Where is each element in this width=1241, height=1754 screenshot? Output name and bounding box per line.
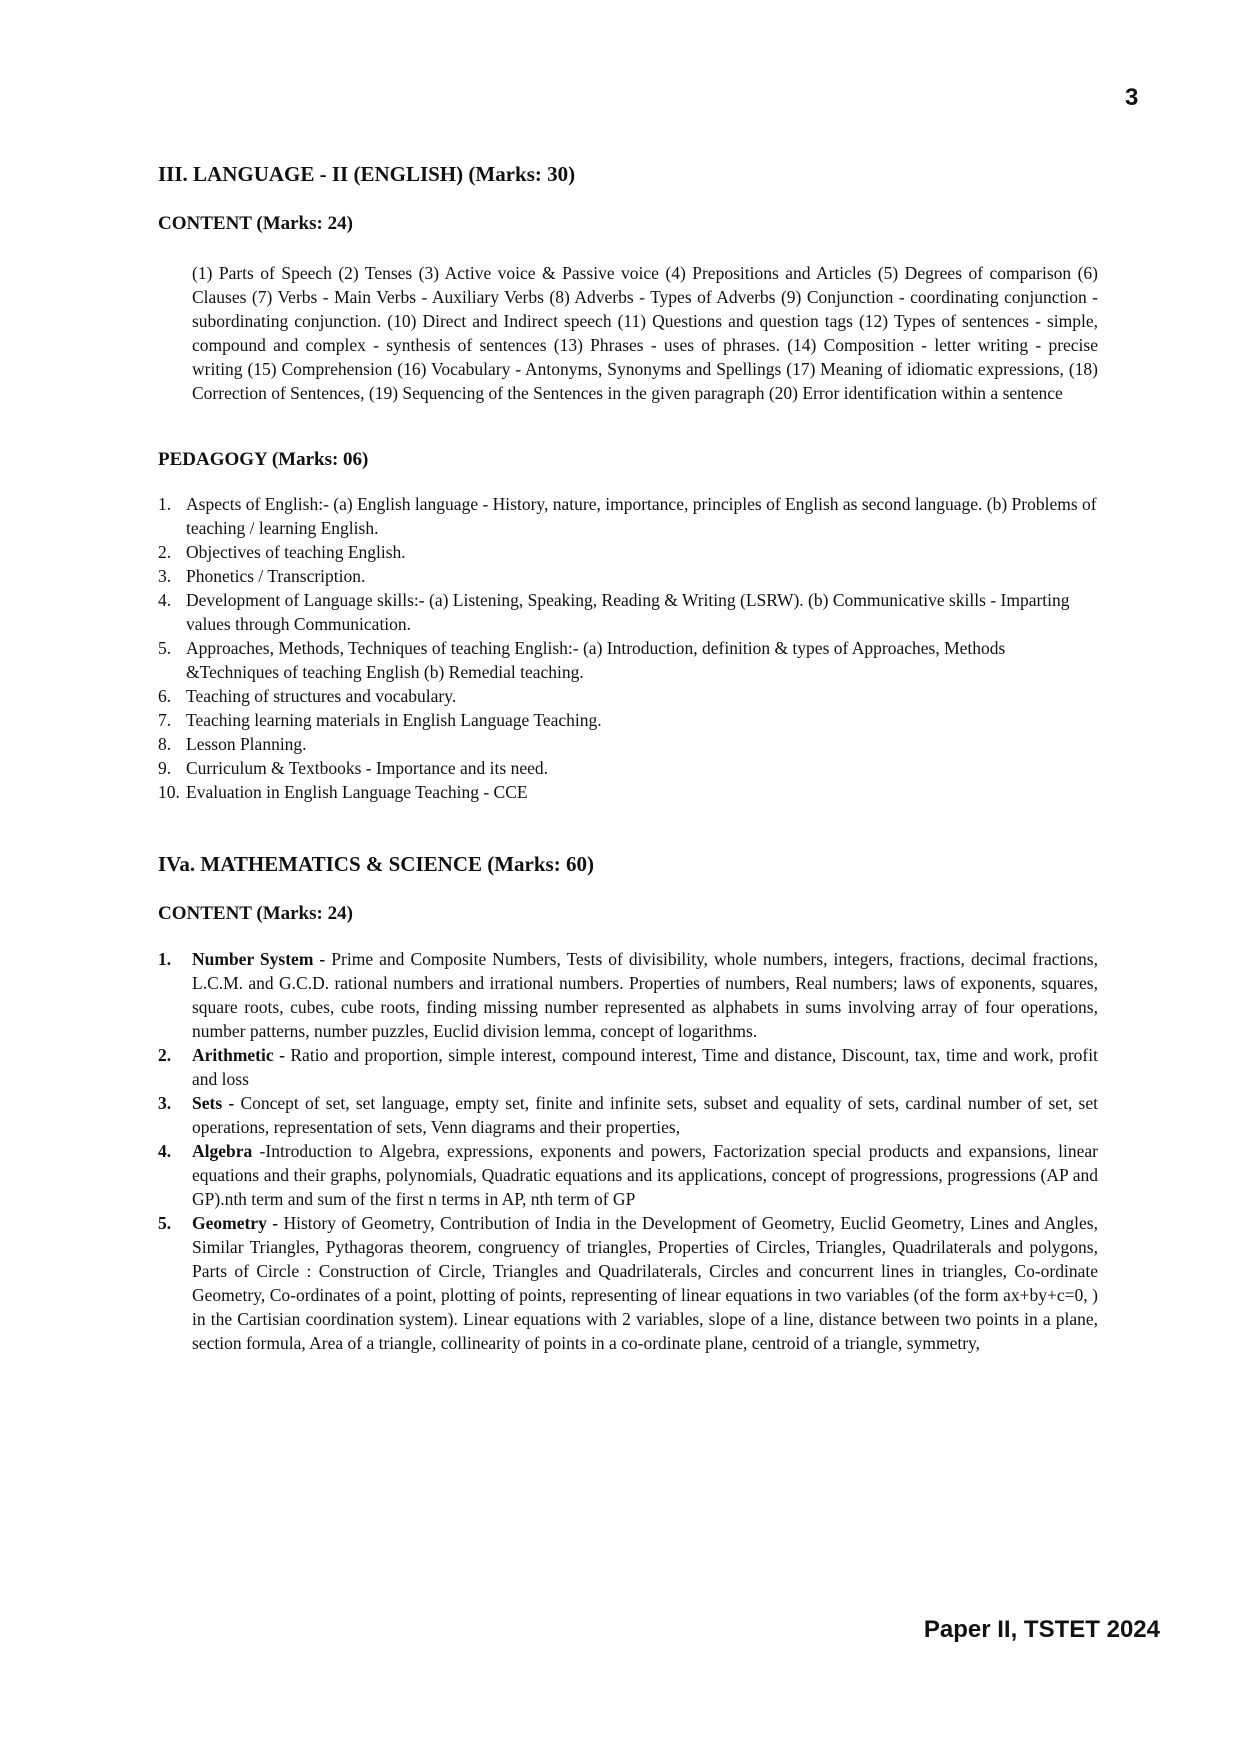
pedagogy-list — [158, 492, 1098, 804]
item-text: Lesson Planning. — [186, 734, 307, 754]
list-item — [158, 540, 1098, 564]
item-number: 2. — [158, 542, 172, 562]
item-term: Algebra — [192, 1141, 253, 1161]
item-number: 4. — [158, 590, 172, 610]
list-item — [158, 1043, 1098, 1091]
item-term: Arithmetic - — [192, 1045, 285, 1065]
item-term: Number System - — [192, 949, 326, 969]
item-number: 7. — [158, 710, 172, 730]
page-content — [158, 160, 1098, 1355]
item-text: -Introduction to Algebra, expressions, exponents and powers, Factorization special products and expansions, linear equations and their graphs, polynomials, Quadratic equations and its applications, concept of progressions, progressions (AP and GP).nth term and sum of the first n terms in AP, nth term of GP — [192, 1141, 1098, 1209]
list-item — [158, 564, 1098, 588]
item-number: 1. — [158, 494, 172, 514]
item-text: Prime and Composite Numbers, Tests of divisibility, whole numbers, integers, fractions, decimal fractions, L.C.M. and G.C.D. rational numbers and irrational numbers. Properties of numbers, Real numbers; laws of exponents, squares, square roots, cubes, cube roots, finding missing number represented as alphabets in sums involving array of four operations, number patterns, number puzzles, Euclid division lemma, concept of logarithms. — [192, 949, 1098, 1041]
math-content-list — [158, 947, 1098, 1355]
item-text: Ratio and proportion, simple interest, compound interest, Time and distance, Discount, tax, time and work, profit and loss — [192, 1045, 1098, 1089]
item-text: Concept of set, set language, empty set, finite and infinite sets, subset and equality of sets, cardinal number of set, set operations, representation of sets, Venn diagrams and their properties, — [192, 1093, 1098, 1137]
list-item — [158, 947, 1098, 1043]
english-title: III. LANGUAGE - II (ENGLISH) (Marks: 30) — [158, 162, 576, 186]
list-item — [158, 1091, 1098, 1139]
list-item — [158, 588, 1098, 636]
item-number: 3. — [158, 566, 172, 586]
math-section — [158, 850, 1098, 1355]
footer-title: Paper II, TSTET 2024 — [923, 1616, 1160, 1643]
item-text: Phonetics / Transcription. — [186, 566, 366, 586]
item-number: 10. — [158, 782, 180, 802]
item-term: Geometry - — [192, 1213, 279, 1233]
page-number: 3 — [1125, 84, 1139, 111]
list-item — [158, 780, 1098, 804]
item-term: Sets - — [192, 1093, 235, 1113]
english-content-text: (1) Parts of Speech (2) Tenses (3) Active voice & Passive voice (4) Prepositions and Articles (5) Degrees of comparison (6) Clauses (7) Verbs - Main Verbs - Auxiliary Verbs (8) Adverbs - Types of Adverbs (9) Conjunction - coordinating conjunction - subordinating conjunction. (10) Direct and Indirect speech (11) Questions and question tags (12) Types of sentences - simple, compound and complex - synthesis of sentences (13) Phrases - uses of phrases. (14) Composition - letter writing - precise writing (15) Comprehension (16) Vocabulary - Antonyms, Synonyms and Spellings (17) Meaning of idiomatic expressions, (18) Correction of Sentences, (19) Sequencing of the Sentences in the given paragraph (20) Error identification within a sentence — [192, 263, 1098, 403]
item-number: 2. — [158, 1045, 172, 1065]
list-item — [158, 684, 1098, 708]
list-item — [158, 492, 1098, 540]
item-number: 3. — [158, 1093, 172, 1113]
item-text: Evaluation in English Language Teaching - CCE — [186, 782, 528, 802]
item-number: 6. — [158, 686, 172, 706]
item-text: Development of Language skills:- (a) Listening, Speaking, Reading & Writing (LSRW). (b) Communicative skills - Imparting values through Communication. — [186, 590, 1070, 634]
item-text: Teaching of structures and vocabulary. — [186, 686, 457, 706]
item-text: Teaching learning materials in English Language Teaching. — [186, 710, 602, 730]
list-item — [158, 1211, 1098, 1355]
item-text: Curriculum & Textbooks - Importance and its need. — [186, 758, 548, 778]
item-text: History of Geometry, Contribution of India in the Development of Geometry, Euclid Geometry, Lines and Angles, Similar Triangles, Pythagoras theorem, congruency of triangles, Properties of Circles, Triangles, Quadrilaterals and polygons, Parts of Circle : Construction of Circle, Triangles and Quadrilaterals, Circles and concurrent lines in triangles, Co-ordinate Geometry, Co-ordinates of a point, plotting of points, representing of linear equations in two variables (of the form ax+by+c=0, ) in the Cartisian coordination system). Linear equations with 2 variables, slope of a line, distance between two points in a plane, section formula, Area of a triangle, collinearity of points in a co-ordinate plane, centroid of a triangle, symmetry, — [192, 1213, 1098, 1353]
list-item — [158, 756, 1098, 780]
list-item — [158, 1139, 1098, 1211]
item-number: 1. — [158, 949, 172, 969]
item-number: 5. — [158, 1213, 172, 1233]
english-pedagogy-heading: PEDAGOGY (Marks: 06) — [158, 449, 369, 470]
item-number: 5. — [158, 638, 172, 658]
english-section — [158, 160, 1098, 804]
item-number: 8. — [158, 734, 172, 754]
list-item — [158, 636, 1098, 684]
english-content-heading: CONTENT (Marks: 24) — [158, 213, 353, 234]
list-item — [158, 708, 1098, 732]
item-number: 9. — [158, 758, 172, 778]
math-title: IVa. MATHEMATICS & SCIENCE (Marks: 60) — [158, 852, 594, 876]
item-text: Aspects of English:- (a) English language - History, nature, importance, principles of English as second language. (b) Problems of teaching / learning English. — [186, 494, 1097, 538]
item-number: 4. — [158, 1141, 172, 1161]
math-content-heading: CONTENT (Marks: 24) — [158, 903, 353, 924]
list-item — [158, 732, 1098, 756]
item-text: Objectives of teaching English. — [186, 542, 406, 562]
item-text: Approaches, Methods, Techniques of teaching English:- (a) Introduction, definition & types of Approaches, Methods &Techniques of teaching English (b) Remedial teaching. — [186, 638, 1006, 682]
